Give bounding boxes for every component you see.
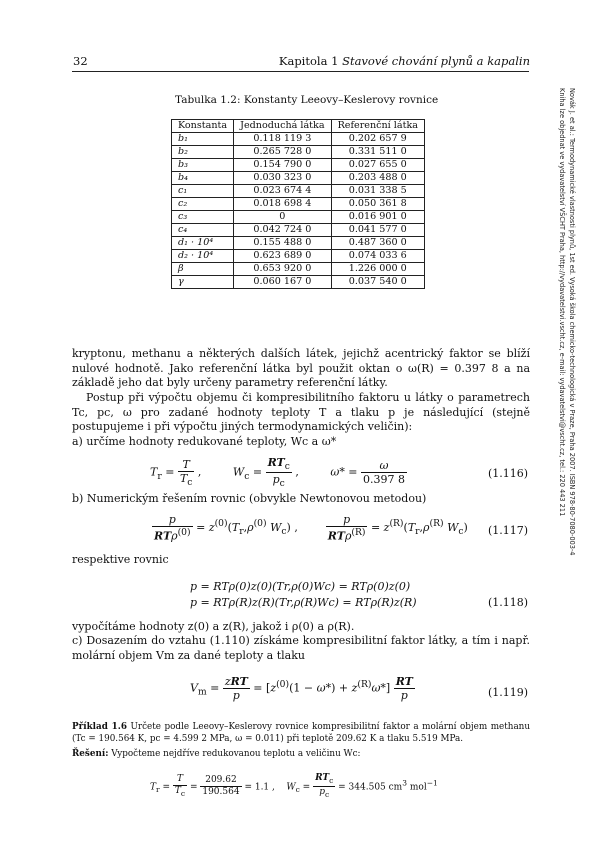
constant-cell: c₃: [172, 211, 234, 224]
table-header-row: [172, 120, 425, 133]
reference-value-cell: 0.202 657 9: [331, 133, 424, 146]
example-equation: $T_r$ = $\frac{T}{T_c}$ = $\frac{209.62}{190.564}$ = 1.1 , $W_c$ = $\frac{RT_c}{p_c}$ = 344.505 $cm^3$ mol$^{-1}$: [150, 773, 438, 800]
reference-value-cell: 0.331 511 0: [331, 146, 424, 159]
equation-number-1119: (1.119): [488, 686, 529, 699]
table-row: [172, 133, 425, 146]
reference-value-cell: 0.031 338 5: [331, 185, 424, 198]
constant-cell: b₃: [172, 159, 234, 172]
constant-cell: d₂ · 10⁴: [172, 250, 234, 263]
constant-cell: b₄: [172, 172, 234, 185]
col-header-constant: Konstanta: [172, 120, 234, 133]
step-b: b) Numerickým řešením rovnic (obvykle Newtonovou metodou): [72, 492, 427, 505]
reference-value-cell: 0.027 655 0: [331, 159, 424, 172]
constants-table: [171, 119, 425, 289]
header-rule: [72, 71, 529, 72]
paragraph-reference-substance: kryptonu, methanu a některých dalších látek, jejichž acentrický faktor se blíží nulové hodnotě. Jako referenční látka byl použit oktan o ω(R) = 0.397 8 a na základě jeho dat byly určeny parametry referenční látky.: [72, 347, 530, 389]
reference-value-cell: 0.050 361 8: [331, 198, 424, 211]
constant-cell: γ: [172, 276, 234, 289]
table-row: [172, 224, 425, 237]
solution-label: Řešení:: [72, 749, 109, 759]
constant-cell: β: [172, 263, 234, 276]
table-row: [172, 250, 425, 263]
table-caption: Tabulka 1.2: Konstanty Leeovy–Keslerovy rovnice: [175, 94, 439, 106]
simple-value-cell: 0.154 790 0: [234, 159, 331, 172]
paragraph-compute-z: vypočítáme hodnoty z(0) a z(R), jakož i ρ(0) a ρ(R).: [72, 620, 355, 633]
constant-cell: b₂: [172, 146, 234, 159]
equation-1118-line1: p = RTρ(0)z(0)(Tr,ρ(0)Wc) = RTρ(0)z(0): [190, 580, 411, 593]
reference-value-cell: 0.203 488 0: [331, 172, 424, 185]
table-row: [172, 172, 425, 185]
equation-1118-line2: p = RTρ(R)z(R)(Tr,ρ(R)Wc) = RTρ(R)z(R): [190, 596, 417, 609]
equation-number-1117: (1.117): [488, 524, 529, 537]
side-note-order-info: Kniha lze objednat ve vydavatelství VŠCHT Praha, http://vydavatelstvi.vscht.cz, e-mail: vydavatelstvi@vscht.cz, tel.: 220 443 211: [558, 88, 566, 517]
example-label: Příklad 1.6: [72, 722, 127, 732]
equation-1119: $V_m$ = $\frac{\text{zRT}}{p}$ = $[z^{(0)}(1 - \omega*) + z^{(R)}\omega*]$ $\frac{RT}{p}$: [190, 675, 413, 702]
chapter-title: Stavové chování plynů a kapalin: [342, 54, 530, 68]
simple-value-cell: 0.023 674 4: [234, 185, 331, 198]
simple-value-cell: 0.060 167 0: [234, 276, 331, 289]
constant-cell: c₄: [172, 224, 234, 237]
solution-text: Vypočteme nejdříve redukovanou teplotu a veličinu Wc:: [111, 749, 361, 759]
table-row: [172, 159, 425, 172]
simple-value-cell: 0: [234, 211, 331, 224]
reference-value-cell: 0.037 540 0: [331, 276, 424, 289]
reference-value-cell: 0.487 360 0: [331, 237, 424, 250]
constant-cell: d₁ · 10⁴: [172, 237, 234, 250]
solution-block: [72, 749, 530, 761]
respective-text: respektive rovnic: [72, 553, 169, 566]
side-note-citation: Novák J. et al.: Termodynamické vlastnosti plynů, 1st ed. Vysoká škola chemicko-technologická v Praze, Praha 2007. ISBN 978-80-7080-003-4: [568, 88, 576, 556]
constant-cell: b₁: [172, 133, 234, 146]
equation-1116: $T_r$ = $\frac{T}{T_c}$ , $W_c$ = $\frac{RT_c}{p_c}$ , ω* = $\frac{\omega}{0.397 8}$: [150, 456, 406, 490]
page-number: 32: [73, 54, 88, 68]
simple-value-cell: 0.623 689 0: [234, 250, 331, 263]
table-row: [172, 198, 425, 211]
simple-value-cell: 0.042 724 0: [234, 224, 331, 237]
step-c: c) Dosazením do vztahu (1.110) získáme kompresibilitní faktor látky, a tím i např. molární objem Vm za dané teploty a tlaku: [72, 634, 530, 662]
equation-1117: $\frac{p}{RT\rho^{(0)}}$ = $z^{(0)}(T_r,\rho^{(0)}$ $W_c$) , $\frac{p}{RT\rho^{(R)}}$ = $z^{(R)}(T_r,\rho^{(R)}$ $W_c$): [154, 513, 468, 543]
reference-value-cell: 0.016 901 0: [331, 211, 424, 224]
example-block: [72, 722, 530, 745]
reference-value-cell: 0.074 033 6: [331, 250, 424, 263]
col-header-simple: Jednoduchá látka: [234, 120, 331, 133]
table-row: [172, 237, 425, 250]
reference-value-cell: 0.041 577 0: [331, 224, 424, 237]
col-header-reference: Referenční látka: [331, 120, 424, 133]
reference-value-cell: 1.226 000 0: [331, 263, 424, 276]
side-note: [556, 88, 580, 588]
table-row: [172, 211, 425, 224]
simple-value-cell: 0.018 698 4: [234, 198, 331, 211]
simple-value-cell: 0.653 920 0: [234, 263, 331, 276]
table-row: [172, 185, 425, 198]
table-row: [172, 146, 425, 159]
constant-cell: c₁: [172, 185, 234, 198]
equation-number-1118: (1.118): [488, 596, 529, 609]
constant-cell: c₂: [172, 198, 234, 211]
simple-value-cell: 0.265 728 0: [234, 146, 331, 159]
example-text: Určete podle Leeovy–Keslerovy rovnice kompresibilitní faktor a molární objem methanu (Tc = 190.564 K, pc = 4.599 2 MPa, ω = 0.011) při teplotě 209.62 K a tlaku 5.519 MPa.: [72, 722, 531, 744]
paragraph-procedure: Postup při výpočtu objemu či kompresibilitního faktoru u látky o parametrech Tc, pc, ω pro zadané hodnoty teploty T a tlaku p je následující (stejně postupujeme i při výpočtu jiných termodynamických veličin):: [72, 391, 530, 433]
simple-value-cell: 0.118 119 3: [234, 133, 331, 146]
running-header: [279, 54, 530, 68]
simple-value-cell: 0.155 488 0: [234, 237, 331, 250]
simple-value-cell: 0.030 323 0: [234, 172, 331, 185]
equation-number-1116: (1.116): [488, 467, 529, 480]
table-row: [172, 263, 425, 276]
step-a: a) určíme hodnoty redukované teploty, Wc a ω*: [72, 435, 337, 448]
table-row: [172, 276, 425, 289]
chapter-label: Kapitola 1: [278, 54, 339, 68]
